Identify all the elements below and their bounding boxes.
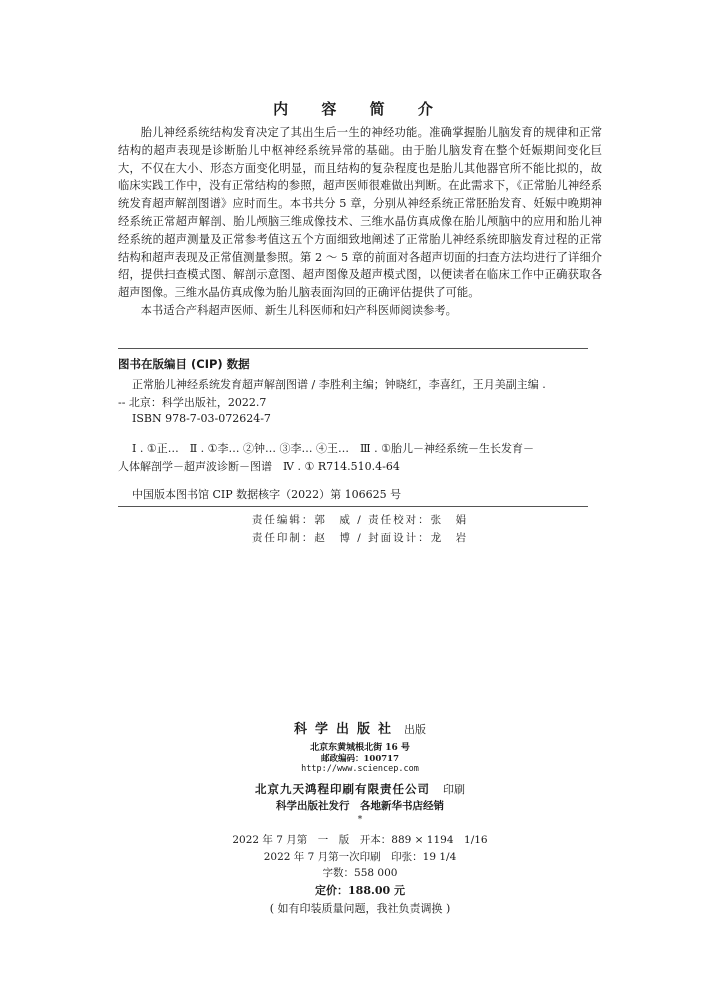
intro-text: [118, 124, 602, 320]
distribution-line: 科学出版社发行 各地新华书店经销: [276, 800, 444, 812]
price: 定价：188.00 元: [315, 884, 405, 897]
publisher-url: http://www.sciencep.com: [301, 764, 419, 774]
divider: [118, 506, 588, 507]
publisher-address: 北京东黄城根北街 16 号: [310, 743, 410, 753]
divider: [118, 348, 588, 349]
credits-line: 责任编辑：郭 威 / 责任校对：张 娟: [251, 514, 469, 526]
cip-title-line: 正常胎儿神经系统发育超声解剖图谱 / 李胜利主编；钟晓红，李喜红，王月美副主编 .: [132, 378, 546, 391]
printing-line: 2022 年 7 月第一次印刷 印张：19 1/4: [263, 851, 457, 863]
edition-line: 2022 年 7 月第 一 版 开本：889 × 1194 1/16: [232, 834, 488, 846]
credits-line: 责任印制：赵 博 / 封面设计：龙 岩: [251, 532, 469, 544]
cip-class-line: Ⅰ . ①正… Ⅱ . ①李… ②钟… ③李… ④王… Ⅲ . ①胎儿－神经系统－生长发育－: [132, 442, 534, 455]
intro-paragraph: 本书适合产科超声医师、新生儿科医师和妇产科医师阅读参考。: [140, 303, 457, 317]
cip-imprint-line: -- 北京：科学出版社，2022.7: [118, 396, 267, 409]
page-title: 内 容 简 介: [273, 100, 447, 118]
cip-class-line: 人体解剖学－超声波诊断－图谱 Ⅳ . ① R714.510.4-64: [118, 460, 400, 473]
publisher-name: 科学出版社: [293, 722, 399, 737]
printer-suffix: 印刷: [443, 783, 466, 796]
separator-star: *: [357, 815, 363, 825]
cip-heading: 图书在版编目 (CIP) 数据: [118, 357, 250, 371]
printer-name: 北京九天鸿程印刷有限责任公司: [254, 782, 430, 796]
intro-paragraph: 胎儿神经系统结构发育决定了其出生后一生的神经功能。准确掌握胎儿脑发育的规律和正常结构的超声表现是诊断胎儿中枢神经系统异常的基础。由于胎儿脑发育在整个妊娠期间变化巨大，不仅在大小、形态方面变化明显，而且结构的复杂程度也是胎儿其他器官所不能比拟的，故临床实践工作中，没有正常结构的参照，超声医师很难做出判断。在此需求下，《正常胎儿神经系统发育超声解剖图谱》应时而生。本书共分 5 章，分别从神经系统正常胚胎发育、妊娠中晚期神经系统正常超声解剖、胎儿颅脑三维成像技术、三维水晶仿真成像在胎儿颅脑中的应用和胎儿神经系统的超声测量及正常参考值这五个方面细致地阐述了正常胎儿神经系统即脑发育过程的正常结构和超声表现及正常值测量参照。第 2 ～ 5 章的前面对各超声切面的扫查方法均进行了详细介绍，提供扫查模式图、解剖示意图、超声图像及超声模式图，以便读者在临床工作中正确获取各超声图像。三维水晶仿真成像为胎儿脑表面沟回的正确评估提供了可能。: [118, 126, 602, 300]
word-count: 字数：558 000: [322, 867, 398, 879]
publisher-suffix: 出版: [404, 723, 427, 736]
cip-library-number: 中国版本图书馆 CIP 数据核字（2022）第 106625 号: [132, 488, 402, 501]
quality-note: ( 如有印装质量问题，我社负责调换 ): [269, 902, 451, 915]
printer-line: [0, 778, 720, 797]
publisher-postcode: 邮政编码：100717: [321, 754, 399, 764]
publisher-line: [0, 718, 720, 737]
cip-isbn: ISBN 978-7-03-072624-7: [132, 412, 271, 425]
